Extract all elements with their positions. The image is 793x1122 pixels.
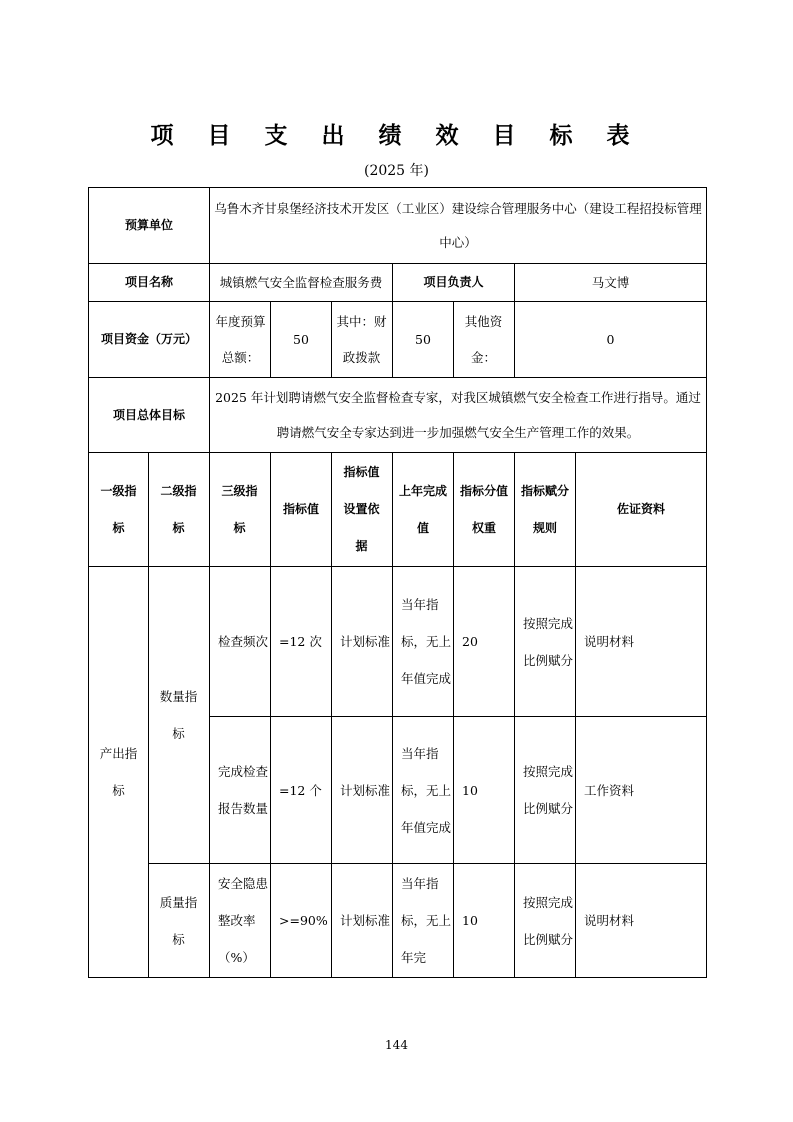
year-subtitle: (2025 年) [363, 163, 429, 179]
fiscal-value: 50 [415, 332, 431, 347]
indicator-evidence: 工作资料 [584, 782, 635, 798]
indicator-weight: 20 [462, 634, 478, 649]
header-basis: 指标值设置依据 [343, 465, 380, 553]
indicator-name: 检查频次 [218, 634, 268, 649]
overall-goal-value: 2025 年计划聘请燃气安全监督检查专家，对我区城镇燃气安全检查工作进行指导。通过聘请燃气安全专家达到进一步加强燃气安全生产管理工作的效果。 [215, 390, 701, 440]
budget-unit-value: 乌鲁木齐甘泉堡经济技术开发区（工业区）建设综合管理服务中心（建设工程招投标管理中心） [214, 200, 702, 250]
level2-quality-indicator: 质量指标 [159, 894, 198, 947]
indicator-value: >=90% [279, 913, 328, 928]
indicator-rule: 按照完成比例赋分 [523, 615, 573, 668]
header-rule: 指标赋分规则 [520, 483, 569, 535]
annual-budget-value: 50 [293, 332, 309, 347]
indicator-last-year: 当年指标，无上年完 [401, 876, 451, 965]
header-level2: 二级指标 [160, 483, 197, 535]
indicator-value: =12 个 [279, 782, 322, 798]
header-level3: 三级指标 [221, 483, 258, 535]
project-name-value: 城镇燃气安全监督检查服务费 [219, 275, 383, 290]
indicator-evidence: 说明材料 [584, 634, 635, 649]
indicator-weight: 10 [462, 913, 478, 928]
project-name-label: 项目名称 [124, 275, 173, 289]
overall-goal-label: 项目总体目标 [112, 407, 185, 422]
fiscal-label: 其中：财政拨款 [336, 313, 387, 365]
project-leader-label: 项目负责人 [423, 275, 484, 289]
indicator-name: 完成检查报告数量 [218, 764, 268, 816]
other-funds-label: 其他资金： [464, 313, 503, 365]
header-value: 指标值 [282, 502, 319, 516]
annual-budget-label: 年度预算总额： [215, 313, 266, 365]
page-number: 144 [385, 1038, 408, 1052]
indicator-evidence: 说明材料 [584, 913, 635, 928]
page-title: 项 目 支 出 绩 效 目 标 表 [150, 123, 643, 149]
project-leader-value: 马文博 [591, 275, 630, 290]
other-funds-value: 0 [606, 332, 615, 347]
project-funds-label: 项目资金（万元） [100, 332, 197, 346]
header-weight: 指标分值权重 [459, 483, 508, 535]
indicator-rule: 按照完成比例赋分 [523, 764, 573, 816]
indicator-weight: 10 [462, 782, 478, 798]
header-evidence: 佐证资料 [616, 502, 665, 516]
indicator-basis: 计划标准 [340, 782, 390, 798]
level2-quantity-indicator: 数量指标 [159, 689, 198, 741]
indicator-basis: 计划标准 [340, 634, 390, 649]
indicator-rule: 按照完成比例赋分 [523, 894, 573, 947]
level1-output-indicator: 产出指标 [99, 746, 138, 798]
indicator-name: 安全隐患整改率（%） [218, 876, 268, 965]
indicator-value: =12 次 [279, 634, 322, 649]
indicator-basis: 计划标准 [340, 913, 390, 928]
header-level1: 一级指标 [100, 483, 137, 535]
indicator-last-year: 当年指标，无上年值完成 [401, 745, 451, 835]
indicator-last-year: 当年指标，无上年值完成 [401, 597, 451, 686]
header-last-year: 上年完成值 [398, 483, 447, 535]
budget-unit-label: 预算单位 [124, 218, 173, 232]
